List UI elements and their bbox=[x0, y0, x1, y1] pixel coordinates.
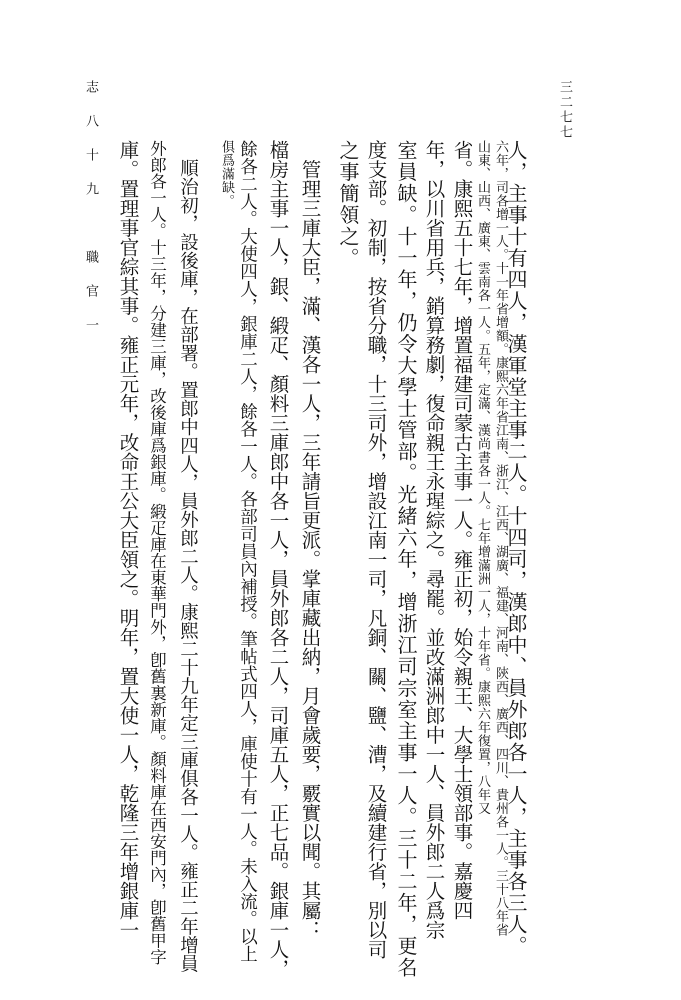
text-column-13: 順治初，設後庫，在部署。置郎中四人，員外郎二人。康熙二十九年定三庫俱各一人。雍正二年增員 bbox=[177, 140, 199, 973]
page-number: 三二七七 bbox=[557, 80, 572, 140]
text-column-7: 度支部。初制，按省分職，十三司外，增設江南一司，凡銅、關、鹽、漕，及續建行省，別以司 bbox=[364, 140, 388, 959]
annotation-column-12: 俱爲滿缺。 bbox=[219, 140, 234, 208]
annotation-column-3: 山東、山西、廣東、雲南各一人。五年，定滿、漢尚書各一人。七年增滿洲一人，十年省。康熙六年復置，八年又 bbox=[475, 140, 490, 815]
text-column-5: 年，以川省用兵，銷算務劇，復命親王永瑆綜之。尋罷。並改滿洲郎中一人、員外郎二人爲宗 bbox=[422, 140, 446, 940]
text-column-10: 檔房主事一人，銀、緞疋、顏料三庫郎中各一人，員外郎各二人，司庫五人，正七品。銀庫一人， bbox=[266, 140, 290, 979]
text-column-1: 人，主事十有四人，漢軍堂主事二人。十四司，漢郎中、員外郎各一人，主事各三人。 bbox=[504, 140, 528, 957]
text-column-4: 省。康熙五十七年，增置福建司蒙古主事一人。雍正初，始令親王、大學士領部事。嘉慶四 bbox=[450, 140, 474, 920]
text-column-8: 之事簡領之。 bbox=[336, 140, 360, 269]
text-column-9: 管理三庫大臣，滿、漢各一人，三年請旨更派。掌庫藏出納，月會歲要，覈實以聞。其屬： bbox=[298, 140, 322, 940]
text-column-6: 室員缺。十一年，仍令大學士管部。光緒六年，增浙江司宗室主事一人。三十二年，更名 bbox=[394, 140, 418, 979]
text-column-11: 餘各二人。大使四人，銀庫二人，餘各一人。各部司員內補授。筆帖式四人，庫使十有一人。未入流。以上 bbox=[237, 140, 258, 963]
text-column-15: 庫。置理事官綜其事。雍正元年，改命王公大臣領之。明年，置大使一人，乾隆三年增銀庫一 bbox=[116, 140, 140, 940]
running-title: 志 八 十 九 職 官 一 bbox=[83, 80, 98, 334]
text-column-14: 外郎各一人。十三年，分建三庫，改後庫爲銀庫。緞疋庫在東華門外，卽舊裏新庫。顏料庫在西安門內，卽舊甲字 bbox=[147, 140, 167, 965]
annotation-column-2: 六年，司各增一人。十一年省增額。康熙六年省江南、浙江、江西、湖廣、福建、河南、陝西、廣西、四川、貴州各一人。三十八年省 bbox=[493, 140, 508, 937]
